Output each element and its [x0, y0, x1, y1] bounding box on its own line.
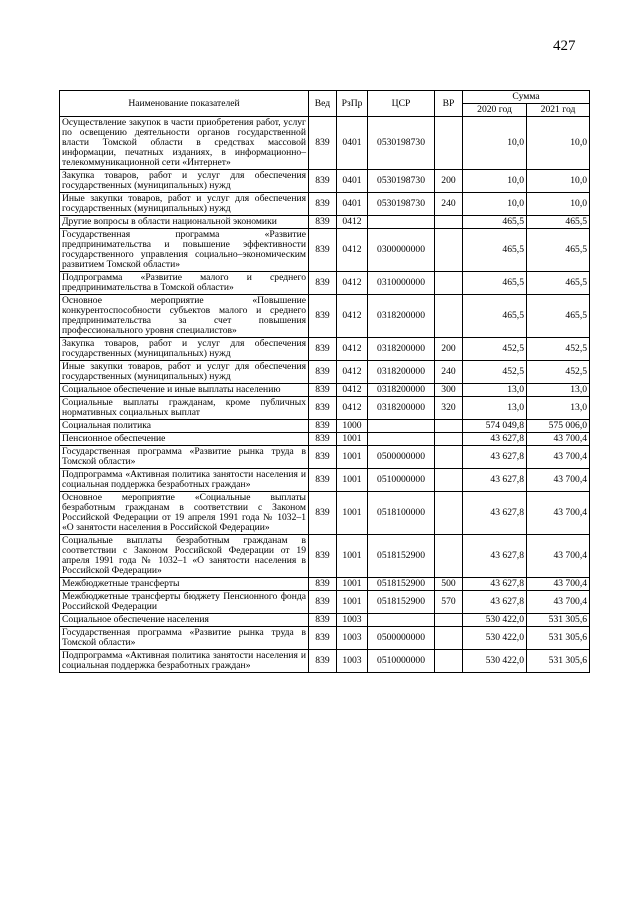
cell-name: Подпрограмма «Активная политика занятости населения и социальная поддержка безработных граждан» [60, 469, 309, 492]
cell-name: Государственная программа «Развитие рынка труда в Томской области» [60, 627, 309, 650]
cell-csr: 0500000000 [368, 627, 435, 650]
cell-rzpr: 0401 [337, 193, 368, 216]
cell-2020: 465,5 [463, 216, 527, 229]
table-row [60, 361, 590, 384]
cell-name: Другие вопросы в области национальной экономики [60, 216, 309, 229]
header-csr: ЦСР [368, 91, 435, 117]
cell-csr [368, 420, 435, 433]
cell-2020: 10,0 [463, 170, 527, 193]
cell-2020: 43 627,8 [463, 469, 527, 492]
cell-rzpr: 1003 [337, 614, 368, 627]
table-row [60, 433, 590, 446]
cell-ved: 839 [309, 614, 337, 627]
cell-csr: 0300000000 [368, 229, 435, 272]
cell-csr: 0500000000 [368, 446, 435, 469]
cell-ved: 839 [309, 492, 337, 535]
table-row [60, 492, 590, 535]
cell-rzpr: 1001 [337, 446, 368, 469]
table-row [60, 578, 590, 591]
cell-csr: 0318200000 [368, 338, 435, 361]
cell-vr [435, 433, 463, 446]
cell-2020: 452,5 [463, 338, 527, 361]
cell-csr [368, 433, 435, 446]
cell-ved: 839 [309, 216, 337, 229]
cell-rzpr: 1003 [337, 627, 368, 650]
table-row [60, 216, 590, 229]
cell-ved: 839 [309, 535, 337, 578]
cell-2021: 13,0 [527, 397, 590, 420]
cell-name: Социальные выплаты безработным гражданам в соответствии с Законом Российской Федерации от 19 апреля 1991 года № 1032–1 «О занятости населения в Российской Федерации» [60, 535, 309, 578]
header-name: Наименование показателей [60, 91, 309, 117]
cell-rzpr: 0412 [337, 338, 368, 361]
cell-vr [435, 469, 463, 492]
table-row [60, 384, 590, 397]
table-row [60, 469, 590, 492]
cell-2021: 465,5 [527, 295, 590, 338]
cell-name: Подпрограмма «Развитие малого и среднего предпринимательства в Томской области» [60, 272, 309, 295]
cell-ved: 839 [309, 384, 337, 397]
cell-csr: 0518100000 [368, 492, 435, 535]
cell-rzpr: 1003 [337, 650, 368, 673]
cell-ved: 839 [309, 338, 337, 361]
cell-rzpr: 1001 [337, 591, 368, 614]
cell-vr: 240 [435, 193, 463, 216]
cell-vr [435, 272, 463, 295]
cell-rzpr: 0412 [337, 216, 368, 229]
cell-rzpr: 0412 [337, 384, 368, 397]
cell-vr: 240 [435, 361, 463, 384]
budget-table [59, 90, 590, 673]
cell-csr [368, 614, 435, 627]
cell-2020: 43 627,8 [463, 578, 527, 591]
cell-rzpr: 1001 [337, 433, 368, 446]
cell-2021: 10,0 [527, 117, 590, 170]
cell-2021: 531 305,6 [527, 627, 590, 650]
cell-ved: 839 [309, 591, 337, 614]
cell-name: Пенсионное обеспечение [60, 433, 309, 446]
cell-name: Социальные выплаты гражданам, кроме публичных нормативных социальных выплат [60, 397, 309, 420]
cell-name: Социальное обеспечение населения [60, 614, 309, 627]
cell-ved: 839 [309, 420, 337, 433]
cell-ved: 839 [309, 578, 337, 591]
cell-vr [435, 295, 463, 338]
cell-csr: 0510000000 [368, 650, 435, 673]
header-ved: Вед [309, 91, 337, 117]
cell-name: Государственная программа «Развитие рынка труда в Томской области» [60, 446, 309, 469]
cell-rzpr: 0412 [337, 397, 368, 420]
table-row [60, 650, 590, 673]
cell-vr [435, 492, 463, 535]
cell-2021: 452,5 [527, 338, 590, 361]
table-row [60, 338, 590, 361]
table-row [60, 295, 590, 338]
cell-rzpr: 1000 [337, 420, 368, 433]
cell-vr [435, 420, 463, 433]
cell-csr: 0318200000 [368, 384, 435, 397]
cell-2020: 43 627,8 [463, 446, 527, 469]
cell-csr: 0530198730 [368, 170, 435, 193]
cell-ved: 839 [309, 295, 337, 338]
cell-ved: 839 [309, 361, 337, 384]
cell-vr: 200 [435, 338, 463, 361]
cell-csr: 0518152900 [368, 591, 435, 614]
table-row [60, 170, 590, 193]
page-number: 427 [553, 38, 576, 54]
cell-csr: 0510000000 [368, 469, 435, 492]
cell-2021: 43 700,4 [527, 433, 590, 446]
cell-2020: 465,5 [463, 229, 527, 272]
header-sum: Сумма [463, 91, 590, 104]
cell-2021: 13,0 [527, 384, 590, 397]
cell-vr: 570 [435, 591, 463, 614]
cell-csr: 0318200000 [368, 361, 435, 384]
cell-csr: 0530198730 [368, 117, 435, 170]
cell-ved: 839 [309, 117, 337, 170]
cell-vr [435, 627, 463, 650]
header-row [60, 91, 590, 104]
cell-csr: 0518152900 [368, 535, 435, 578]
cell-2021: 43 700,4 [527, 535, 590, 578]
table-row [60, 614, 590, 627]
table-row [60, 420, 590, 433]
cell-2020: 43 627,8 [463, 591, 527, 614]
cell-2021: 452,5 [527, 361, 590, 384]
cell-2021: 43 700,4 [527, 578, 590, 591]
table-row [60, 591, 590, 614]
cell-ved: 839 [309, 272, 337, 295]
cell-name: Межбюджетные трансферты [60, 578, 309, 591]
cell-vr: 500 [435, 578, 463, 591]
cell-2020: 43 627,8 [463, 433, 527, 446]
cell-rzpr: 1001 [337, 492, 368, 535]
cell-ved: 839 [309, 229, 337, 272]
cell-vr [435, 614, 463, 627]
cell-2021: 43 700,4 [527, 492, 590, 535]
cell-2020: 43 627,8 [463, 492, 527, 535]
cell-ved: 839 [309, 627, 337, 650]
cell-name: Закупка товаров, работ и услуг для обеспечения государственных (муниципальных) нужд [60, 338, 309, 361]
cell-csr: 0318200000 [368, 295, 435, 338]
cell-ved: 839 [309, 446, 337, 469]
cell-2020: 465,5 [463, 272, 527, 295]
table-row [60, 117, 590, 170]
cell-name: Иные закупки товаров, работ и услуг для обеспечения государственных (муниципальных) нужд [60, 361, 309, 384]
cell-2021: 43 700,4 [527, 446, 590, 469]
cell-vr: 320 [435, 397, 463, 420]
table-row [60, 446, 590, 469]
cell-vr [435, 216, 463, 229]
cell-2020: 530 422,0 [463, 614, 527, 627]
cell-name: Социальная политика [60, 420, 309, 433]
header-rzpr: РзПр [337, 91, 368, 117]
cell-name: Государственная программа «Развитие предпринимательства и повышение эффективности государственного управления социально–экономическим развитием Томской области» [60, 229, 309, 272]
cell-ved: 839 [309, 170, 337, 193]
cell-vr: 300 [435, 384, 463, 397]
cell-ved: 839 [309, 397, 337, 420]
cell-2021: 43 700,4 [527, 469, 590, 492]
table-body [60, 117, 590, 673]
cell-csr: 0518152900 [368, 578, 435, 591]
cell-2020: 452,5 [463, 361, 527, 384]
table-row [60, 272, 590, 295]
cell-ved: 839 [309, 650, 337, 673]
cell-vr [435, 117, 463, 170]
cell-rzpr: 0412 [337, 361, 368, 384]
table-row [60, 535, 590, 578]
cell-2020: 574 049,8 [463, 420, 527, 433]
cell-vr [435, 229, 463, 272]
cell-ved: 839 [309, 433, 337, 446]
cell-vr [435, 446, 463, 469]
cell-2021: 10,0 [527, 170, 590, 193]
table-row [60, 397, 590, 420]
header-2021: 2021 год [527, 104, 590, 117]
cell-name: Социальное обеспечение и иные выплаты населению [60, 384, 309, 397]
cell-csr: 0530198730 [368, 193, 435, 216]
cell-2020: 530 422,0 [463, 627, 527, 650]
cell-vr [435, 535, 463, 578]
cell-2020: 43 627,8 [463, 535, 527, 578]
cell-rzpr: 1001 [337, 535, 368, 578]
cell-csr: 0310000000 [368, 272, 435, 295]
cell-2020: 465,5 [463, 295, 527, 338]
cell-name: Основное мероприятие «Повышение конкурентоспособности субъектов малого и среднего предпринимательства за счет повышения профессионального уровня специалистов» [60, 295, 309, 338]
cell-2021: 465,5 [527, 272, 590, 295]
header-2020: 2020 год [463, 104, 527, 117]
cell-rzpr: 0412 [337, 229, 368, 272]
cell-rzpr: 0401 [337, 170, 368, 193]
cell-2021: 10,0 [527, 193, 590, 216]
cell-2021: 531 305,6 [527, 650, 590, 673]
cell-2020: 10,0 [463, 117, 527, 170]
cell-ved: 839 [309, 193, 337, 216]
cell-ved: 839 [309, 469, 337, 492]
cell-2021: 43 700,4 [527, 591, 590, 614]
cell-2021: 465,5 [527, 216, 590, 229]
table-row [60, 193, 590, 216]
cell-rzpr: 0412 [337, 295, 368, 338]
cell-vr [435, 650, 463, 673]
cell-rzpr: 1001 [337, 578, 368, 591]
table-row [60, 627, 590, 650]
cell-2021: 465,5 [527, 229, 590, 272]
cell-rzpr: 1001 [337, 469, 368, 492]
cell-name: Основное мероприятие «Социальные выплаты безработным гражданам в соответствии с Законом Российской Федерации от 19 апреля 1991 года № 1032–1 «О занятости населения в Российской Федерации» [60, 492, 309, 535]
cell-csr: 0318200000 [368, 397, 435, 420]
cell-name: Подпрограмма «Активная политика занятости населения и социальная поддержка безработных граждан» [60, 650, 309, 673]
cell-2021: 575 006,0 [527, 420, 590, 433]
cell-csr [368, 216, 435, 229]
cell-2020: 10,0 [463, 193, 527, 216]
cell-2020: 13,0 [463, 397, 527, 420]
cell-name: Закупка товаров, работ и услуг для обеспечения государственных (муниципальных) нужд [60, 170, 309, 193]
cell-2020: 13,0 [463, 384, 527, 397]
cell-name: Межбюджетные трансферты бюджету Пенсионного фонда Российской Федерации [60, 591, 309, 614]
cell-2020: 530 422,0 [463, 650, 527, 673]
table-row [60, 229, 590, 272]
cell-vr: 200 [435, 170, 463, 193]
cell-2021: 531 305,6 [527, 614, 590, 627]
cell-rzpr: 0412 [337, 272, 368, 295]
cell-rzpr: 0401 [337, 117, 368, 170]
cell-name: Иные закупки товаров, работ и услуг для обеспечения государственных (муниципальных) нужд [60, 193, 309, 216]
cell-name: Осуществление закупок в части приобретения работ, услуг по освещению деятельности органов государственной власти Томской области в средствах массовой информации, печатных изданиях, в информационно–телекоммуникационной сети «Интернет» [60, 117, 309, 170]
header-vr: ВР [435, 91, 463, 117]
